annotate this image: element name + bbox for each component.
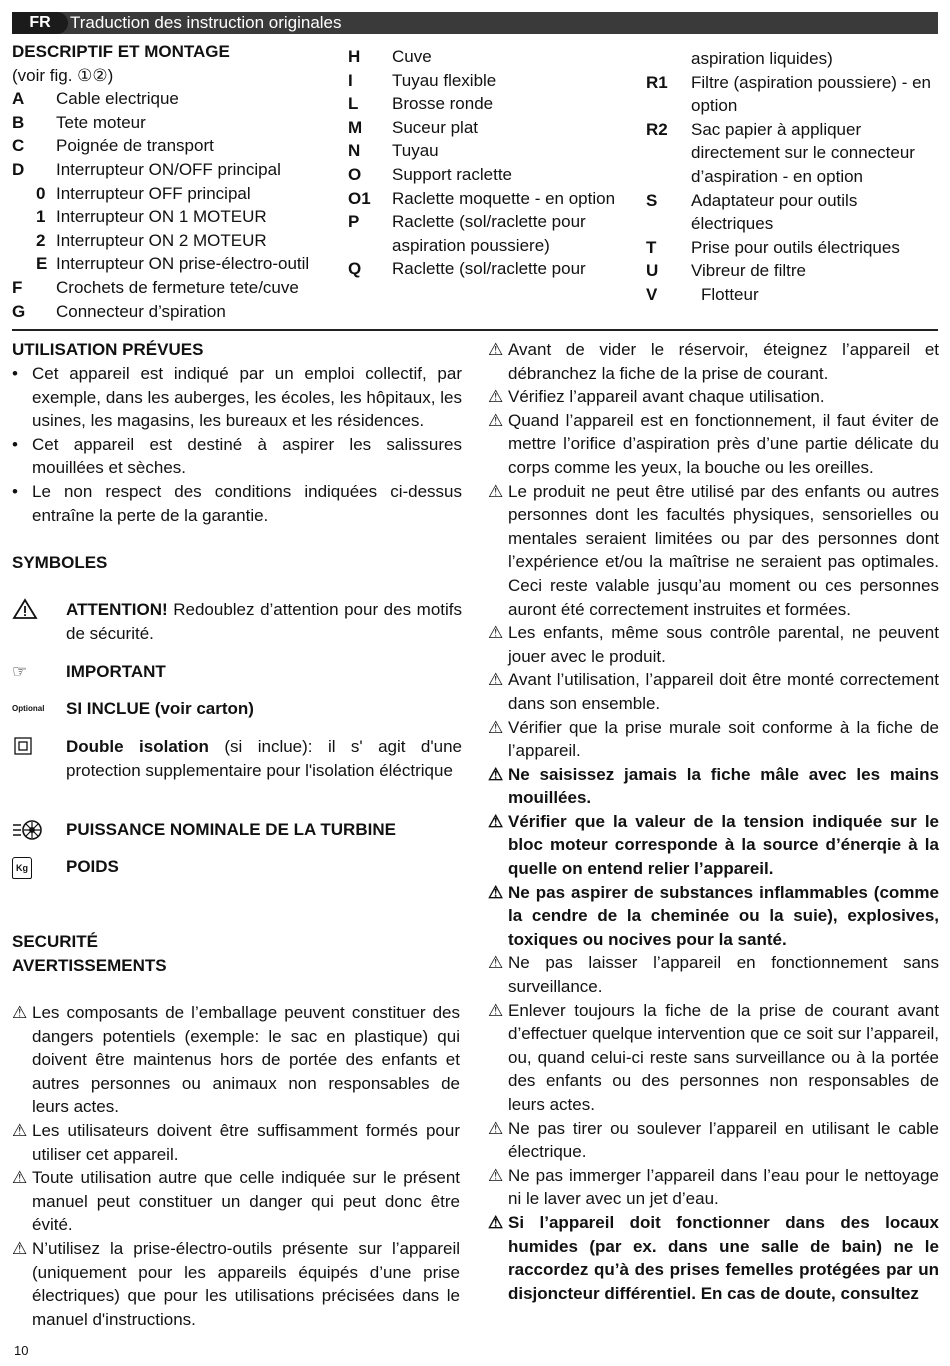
parts-key: O1 <box>348 188 371 208</box>
parts-desc: Tuyau <box>392 141 439 161</box>
warning-item <box>488 385 939 409</box>
warning-item <box>488 338 939 385</box>
list-item: • Le non respect des conditions indiquées ci-dessus entraîne la perte de la garantie. <box>12 480 462 527</box>
section-divider <box>12 329 938 331</box>
warning-item <box>488 668 939 715</box>
warning-text: Vérifier que la valeur de la tension indiquée sur le bloc moteur corresponde à la source d’énerqie à la quelle on entend relier l’appareil. <box>508 811 939 879</box>
parts-desc: Suceur plat <box>392 117 478 137</box>
double-insulation-icon <box>12 735 66 782</box>
parts-desc: Connecteur d’spiration <box>56 301 226 321</box>
parts-key: A <box>12 89 25 109</box>
warning-item <box>488 621 939 668</box>
parts-entry <box>12 205 342 229</box>
parts-entry <box>12 158 342 182</box>
parts-desc: Cuve <box>392 47 432 66</box>
language-badge: FR <box>12 12 68 34</box>
warning-item <box>12 1001 460 1119</box>
warning-item <box>12 1237 460 1331</box>
parts-desc: Raclette moquette - en option <box>392 188 616 208</box>
warning-icon: ⚠ <box>488 410 504 430</box>
parts-key: P <box>348 212 360 232</box>
parts-entry <box>646 189 938 236</box>
pointing-hand-icon: ☞ <box>12 662 28 681</box>
warning-icon: ⚠ <box>488 623 504 643</box>
parts-entry <box>646 259 938 283</box>
header-bar <box>12 12 938 34</box>
warning-icon: ⚠ <box>488 764 504 784</box>
parts-desc: aspiration liquides) <box>691 49 833 68</box>
descriptif-col-2 <box>348 45 620 281</box>
parts-desc: Raclette (sol/raclette pour aspiration poussiere) <box>392 212 586 255</box>
parts-entry <box>646 71 938 118</box>
securite-left-list <box>12 1001 460 1331</box>
warning-icon: ⚠ <box>12 1003 28 1022</box>
parts-entry <box>12 87 342 111</box>
double-isolation-text: (si inclue): il s' agit d'une protection supplementaire pour l'isolation éléctrique <box>66 737 462 780</box>
symbol-attention <box>12 598 462 645</box>
warning-icon: ⚠ <box>12 1168 28 1188</box>
warning-text: Le produit ne peut être utilisé par des enfants ou autres personnes dont les facultés physiques, sensorielles ou mentales seraient limitées ou par des personnes dont l’expérience et/ou la maîtrise ne seraient pas optimales. Ceci reste valable jusqu’au moment ou ces personnes auront été correctement instruites et formées. <box>508 481 939 619</box>
warning-text: Ne pas tirer ou soulever l’appareil en utilisant le cable électrique. <box>508 1118 939 1162</box>
parts-entry <box>12 276 342 300</box>
securite-right-list <box>488 338 939 1305</box>
parts-entry <box>348 92 620 116</box>
double-isolation-label: Double isolation <box>66 737 209 756</box>
parts-key: R1 <box>646 72 668 92</box>
warning-item <box>12 1119 460 1166</box>
parts-entry <box>348 210 620 257</box>
warning-item <box>488 409 939 480</box>
parts-key: E <box>36 254 48 274</box>
parts-entry <box>12 229 342 253</box>
parts-entry <box>348 45 620 69</box>
parts-entry <box>12 252 342 276</box>
parts-desc: Interrupteur OFF principal <box>56 183 251 203</box>
warning-icon: ⚠ <box>488 1165 504 1185</box>
warning-icon: ⚠ <box>488 481 504 501</box>
optional-icon: Optional <box>12 704 45 713</box>
warning-text: Les composants de l’emballage peuvent constituer des dangers potentiels (exemple: le sac en plastique) qui doivent être maintenus hors de portée des enfants et autres personnes ou animaux non responsables de leurs actes. <box>32 1003 460 1117</box>
list-item: • Cet appareil est indiqué par un emploi collectif, par exemple, dans les auberges, les écoles, les hôpitaux, les usines, les magasins, les bureaux et les résidences. <box>12 362 462 433</box>
warning-text: Vérifiez l’appareil avant chaque utilisation. <box>508 387 825 407</box>
parts-key: S <box>646 190 658 210</box>
parts-key: T <box>646 237 657 257</box>
parts-key: D <box>12 159 25 179</box>
symbol-optional <box>12 697 462 721</box>
parts-entry <box>348 139 620 163</box>
parts-entry <box>12 111 342 135</box>
parts-key: H <box>348 47 361 66</box>
parts-desc: Sac papier à appliquer directement sur le connecteur d’aspiration - en option <box>691 119 915 186</box>
warning-text: N’utilisez la prise-électro-outils présente sur l’appareil (uniquement pour les appareils équipés d’une prise électriques) que pour les utilisations précisées dans le manuel d'instructions. <box>32 1238 460 1329</box>
parts-desc: Poignée de transport <box>56 136 214 156</box>
si-inclue-label: SI INCLUE (voir carton) <box>66 699 254 718</box>
parts-entry <box>348 187 620 211</box>
list-item-text: Cet appareil est indiqué par un emploi collectif, par exemple, dans les auberges, les écoles, les hôpitaux, les usines, les magasins, les bureaux et les résidences. <box>32 364 462 431</box>
warning-icon: ⚠ <box>488 1212 504 1232</box>
page-number: 10 <box>14 1343 29 1358</box>
warning-text: Enlever toujours la fiche de la prise de courant avant d’effectuer quelque intervention que ce soit sur l’appareil, ou, quand celui-ci reste sans surveillance ou à la portée des enfants ou des personnes non responsables de leurs actes. <box>508 1000 939 1114</box>
parts-entry-continued <box>646 47 938 71</box>
parts-key: V <box>646 284 658 304</box>
parts-key: R2 <box>646 119 668 139</box>
parts-key: L <box>348 94 359 114</box>
parts-key: B <box>12 112 25 132</box>
parts-desc: Brosse ronde <box>392 94 494 114</box>
parts-key: G <box>12 301 26 321</box>
parts-desc: Interrupteur ON prise-électro-outil <box>56 254 310 274</box>
warning-item <box>488 1117 939 1164</box>
parts-key: F <box>12 277 23 297</box>
parts-key: U <box>646 261 659 281</box>
parts-entry <box>12 134 342 158</box>
warning-text: Vérifier que la prise murale soit conforme à la fiche de l’appareil. <box>508 717 939 761</box>
warning-text: Avant l’utilisation, l’appareil doit être monté correctement dans son ensemble. <box>508 670 939 713</box>
parts-desc: Cable electrique <box>56 89 179 109</box>
parts-desc: Interrupteur ON/OFF principal <box>56 159 281 179</box>
warning-text: Les utilisateurs doivent être suffisamment formés pour utiliser cet appareil. <box>32 1120 460 1164</box>
warning-text: Ne pas aspirer de substances inflammables (comme la cendre de la cheminée ou la suie), explosives, toxiques ou nocives pour la santé. <box>508 882 939 949</box>
attention-label: ATTENTION! <box>66 600 168 619</box>
descriptif-col-3 <box>646 47 938 307</box>
warning-text: Ne pas laisser l’appareil en fonctionnement sans surveillance. <box>508 953 939 997</box>
parts-entry <box>12 182 342 206</box>
warning-icon: ⚠ <box>12 1120 28 1140</box>
symbol-important <box>12 660 462 684</box>
warning-icon: ⚠ <box>488 670 504 690</box>
parts-key: I <box>348 70 353 90</box>
warning-icon: ⚠ <box>488 387 504 407</box>
parts-desc: Tete moteur <box>56 112 146 132</box>
parts-desc: Filtre (aspiration poussiere) - en option <box>691 72 931 116</box>
warning-icon: ⚠ <box>488 1118 504 1138</box>
symbol-puissance <box>12 818 462 849</box>
important-label: IMPORTANT <box>66 662 166 681</box>
parts-desc: Tuyau flexible <box>392 70 497 90</box>
parts-key: 1 <box>36 207 46 227</box>
parts-key: 2 <box>36 230 46 250</box>
warning-item <box>488 810 939 881</box>
parts-entry <box>646 283 938 307</box>
parts-key: N <box>348 141 361 161</box>
weight-icon: Kg <box>12 855 66 879</box>
utilisation-title: UTILISATION PRÉVUES <box>12 340 204 359</box>
turbine-icon <box>12 818 66 849</box>
warning-icon <box>12 598 66 645</box>
parts-desc: Raclette (sol/raclette pour <box>392 259 586 279</box>
warning-icon: ⚠ <box>488 717 504 737</box>
parts-desc: Flotteur <box>701 284 759 304</box>
warning-item <box>488 1211 939 1305</box>
warning-text: Toute utilisation autre que celle indiquée sur le présent manuel peut constituer un danger qui peut donc être évité. <box>32 1168 460 1235</box>
warning-icon: ⚠ <box>488 340 504 359</box>
warning-icon: ⚠ <box>488 953 504 973</box>
parts-entry <box>348 257 620 281</box>
parts-desc: Interrupteur ON 1 MOTEUR <box>56 207 267 227</box>
warning-text: Avant de vider le réservoir, éteignez l’appareil et débranchez la fiche de la prise de courant. <box>508 340 939 383</box>
warning-text: Les enfants, même sous contrôle parental, ne peuvent jouer avec le produit. <box>508 623 939 666</box>
warning-item <box>488 951 939 998</box>
parts-key: Q <box>348 259 362 279</box>
warning-item <box>488 1164 939 1211</box>
list-item-text: Cet appareil est destiné à aspirer les salissures mouillées et sèches. <box>32 434 462 478</box>
poids-label: POIDS <box>66 857 119 876</box>
parts-key: M <box>348 117 363 137</box>
parts-desc: Adaptateur pour outils électriques <box>691 190 858 234</box>
parts-entry <box>646 236 938 260</box>
warning-icon: ⚠ <box>488 811 504 831</box>
warning-icon: ⚠ <box>12 1238 28 1258</box>
parts-desc: Vibreur de filtre <box>691 261 806 281</box>
warning-item <box>488 480 939 622</box>
warning-item <box>488 763 939 810</box>
warning-item <box>488 716 939 763</box>
symboles-title: SYMBOLES <box>12 553 108 572</box>
parts-desc: Interrupteur ON 2 MOTEUR <box>56 230 267 250</box>
header-title: Traduction des instruction originales <box>70 13 342 32</box>
warning-icon: ⚠ <box>488 882 504 902</box>
parts-desc: Support raclette <box>392 164 513 184</box>
descriptif-subtitle: (voir fig. ①②) <box>12 65 114 85</box>
parts-entry <box>12 300 342 324</box>
symbol-double-isolation <box>12 735 462 782</box>
warning-text: Ne pas immerger l’appareil dans l’eau pour le nettoyage ni le laver avec un jet d’eau. <box>508 1165 939 1209</box>
list-item-text: Le non respect des conditions indiquées ci-dessus entraîne la perte de la garantie. <box>32 481 462 525</box>
securite-title: SECURITÉ AVERTISSEMENTS <box>12 932 167 975</box>
puissance-label: PUISSANCE NOMINALE DE LA TURBINE <box>66 820 396 839</box>
parts-entry <box>348 163 620 187</box>
parts-desc: Prise pour outils électriques <box>691 237 900 257</box>
descriptif-title: DESCRIPTIF ET MONTAGE <box>12 42 230 61</box>
warning-text: Quand l’appareil est en fonctionnement, il faut éviter de mettre l’orifice d’aspiration près d’une partie délicate du corps comme les yeux, la bouche ou les oreilles. <box>508 410 939 477</box>
warning-text: Ne saisissez jamais la fiche mâle avec les mains mouillées. <box>508 764 939 808</box>
warning-item <box>488 881 939 952</box>
utilisation-list <box>12 362 462 527</box>
warning-item <box>12 1166 460 1237</box>
parts-key: O <box>348 164 362 184</box>
parts-desc: Crochets de fermeture tete/cuve <box>56 277 299 297</box>
attention-text: Redoublez d’attention pour des motifs de sécurité. <box>66 600 462 643</box>
parts-key: 0 <box>36 183 46 203</box>
parts-entry <box>348 69 620 93</box>
descriptif-col-1 <box>12 40 342 323</box>
symbol-poids <box>12 855 462 879</box>
warning-item <box>488 999 939 1117</box>
warning-icon: ⚠ <box>488 1000 504 1020</box>
parts-key: C <box>12 136 25 156</box>
warning-text: Si l’appareil doit fonctionner dans des locaux humides (par ex. dans une salle de bain) ne le raccordez qu’à des prises femelles protégées par un disjoncteur différentiel. En cas de doute, consultez <box>508 1212 939 1303</box>
parts-entry <box>348 116 620 140</box>
parts-entry <box>646 118 938 189</box>
list-item: • Cet appareil est destiné à aspirer les salissures mouillées et sèches. <box>12 433 462 480</box>
